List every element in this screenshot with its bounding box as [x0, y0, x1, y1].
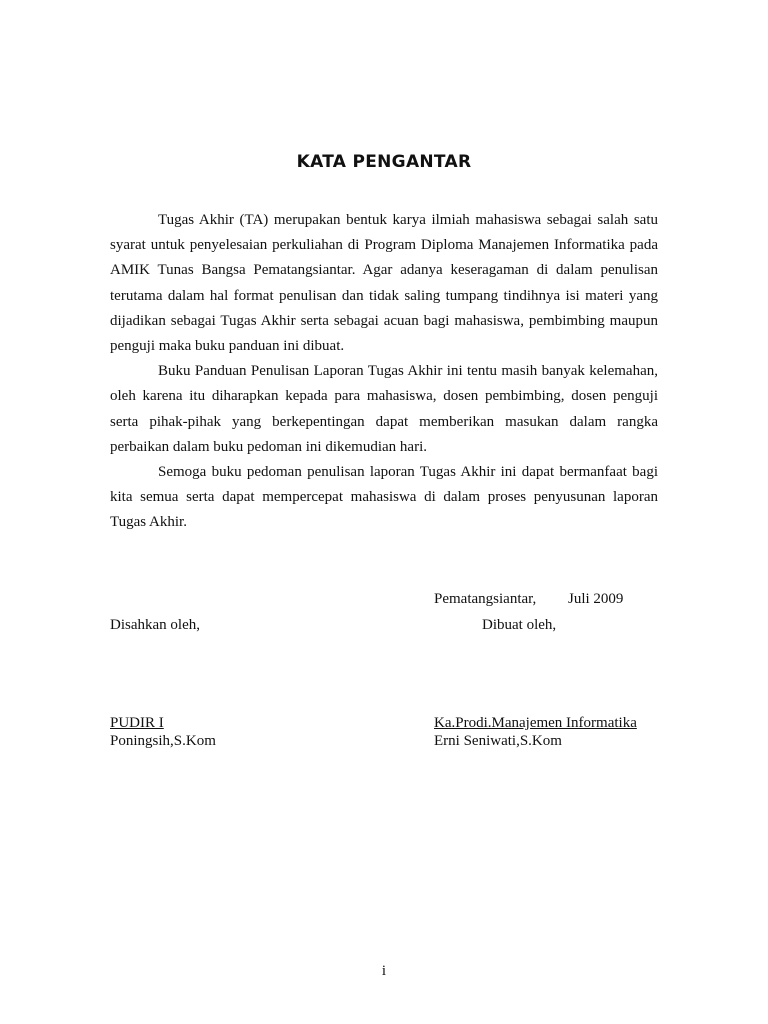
approver-name: Poningsih,S.Kom [110, 733, 216, 749]
page-title: KATA PENGANTAR [296, 152, 472, 172]
prepared-by-label: Dibuat oleh, [482, 617, 557, 633]
approver-position: PUDIR I [110, 715, 164, 731]
body-text [110, 208, 658, 536]
preparer-name: Erni Seniwati,S.Kom [434, 733, 562, 749]
page-number: i [381, 963, 387, 979]
paragraph-2: Buku Panduan Penulisan Laporan Tugas Akhir ini tentu masih banyak kelemahan, oleh karena itu diharapkan kepada para mahasiswa, dosen pembimbing, dosen penguji serta pihak-pihak yang berkepentingan dapat memberikan masukan dalam rangka perbaikan dalam buku pedoman ini dikemudian hari. [110, 363, 658, 455]
preparer-position: Ka.Prodi.Manajemen Informatika [434, 715, 637, 731]
paragraph-3: Semoga buku pedoman penulisan laporan Tugas Akhir ini dapat bermanfaat bagi kita semua serta dapat mempercepat mahasiswa di dalam proses penyusunan laporan Tugas Akhir. [110, 464, 658, 531]
signature-place: Pematangsiantar, [434, 591, 537, 607]
paragraph-1: Tugas Akhir (TA) merupakan bentuk karya ilmiah mahasiswa sebagai salah satu syarat untuk penyelesaian perkuliahan di Program Diploma Manajemen Informatika pada AMIK Tunas Bangsa Pematangsiantar. Agar adanya keseragaman di dalam penulisan terutama dalam hal format penulisan dan tidak saling tumpang tindihnya isi materi yang dijadikan sebagai Tugas Akhir serta sebagai acuan bagi mahasiswa, pembimbing maupun penguji maka buku panduan ini dibuat. [110, 212, 658, 355]
signature-date: Juli 2009 [568, 591, 624, 607]
approved-by-label: Disahkan oleh, [110, 617, 200, 633]
